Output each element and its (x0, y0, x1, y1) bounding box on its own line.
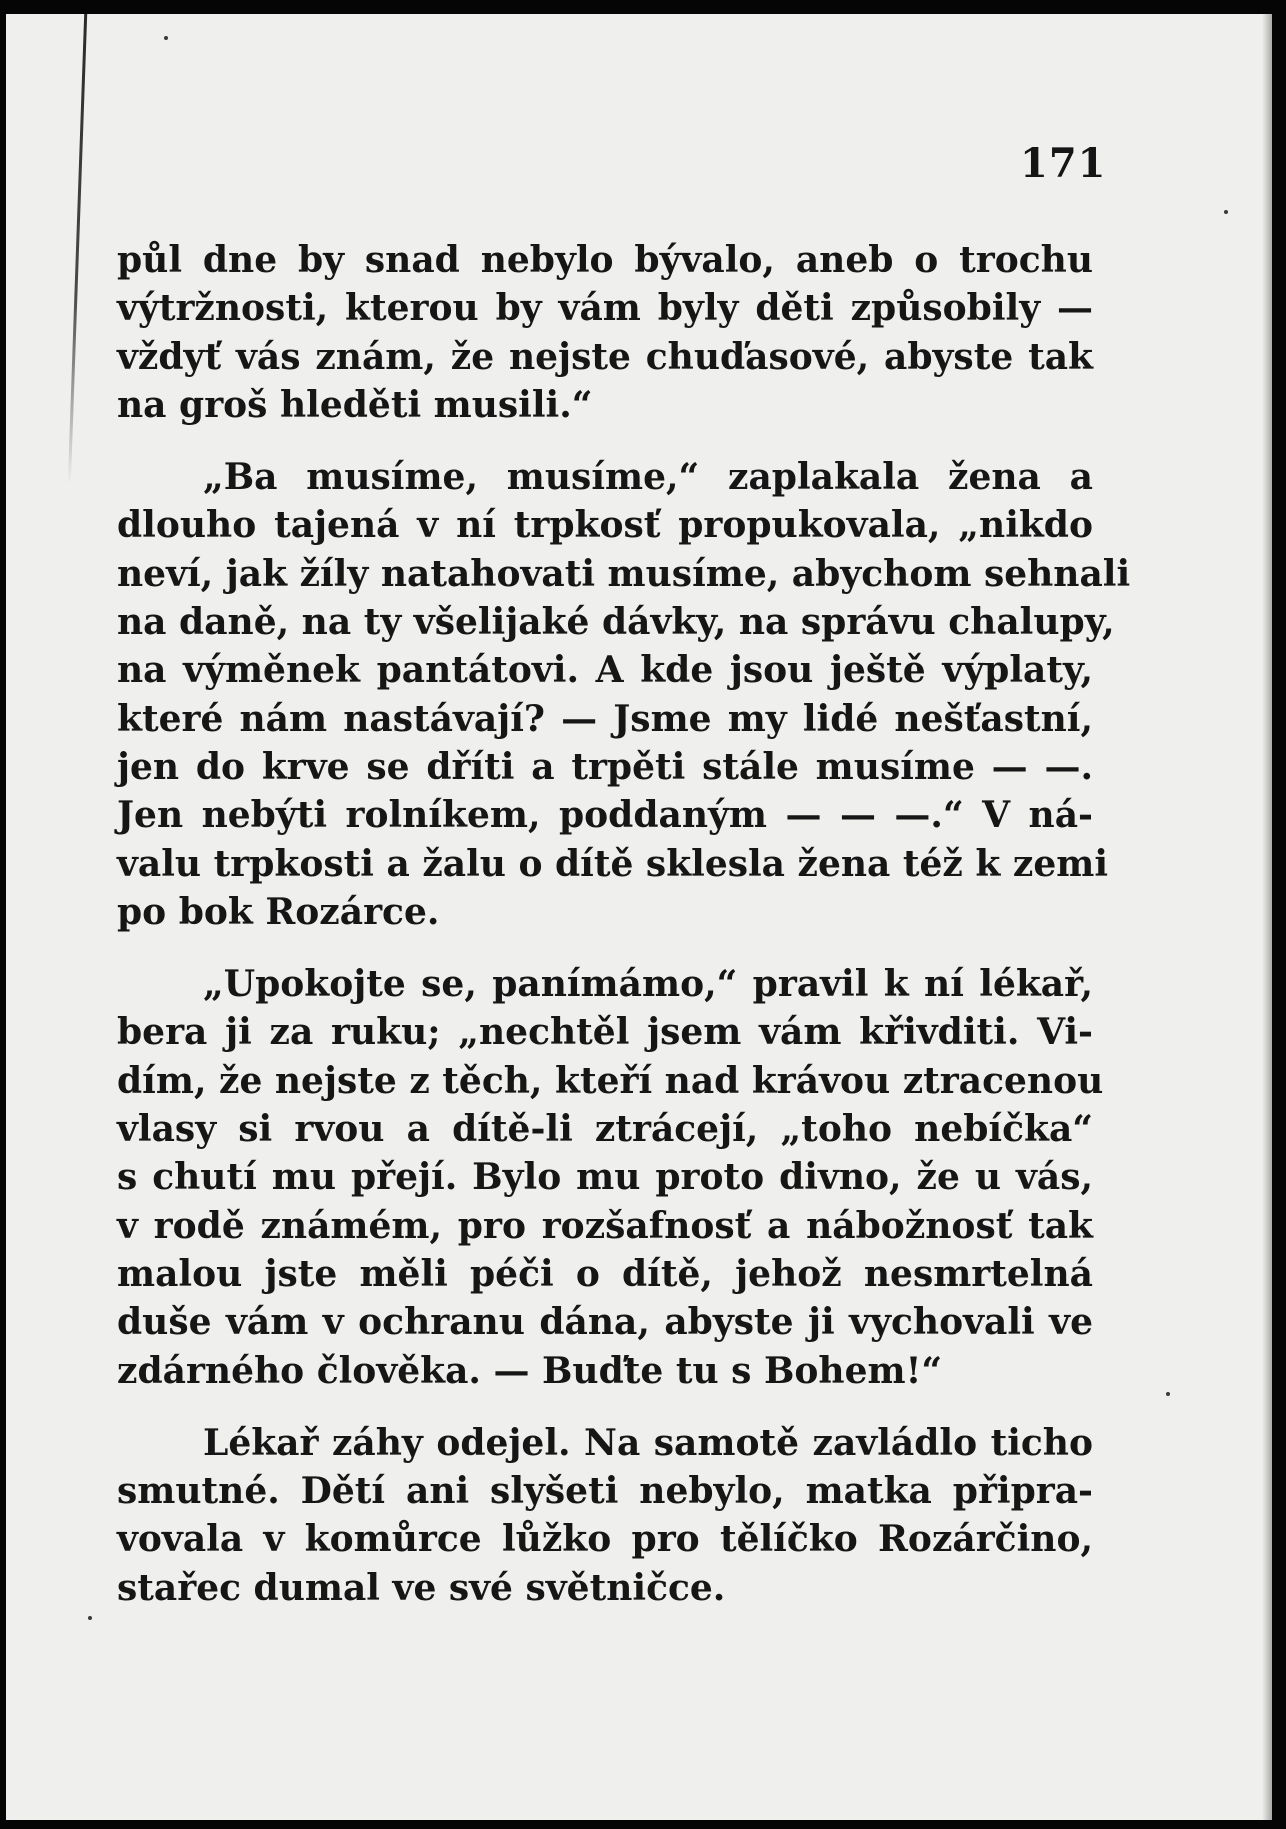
text-line: valu trpkosti a žalu o dítě sklesla žena též k zemi (117, 842, 1109, 885)
text-line: na výměnek pantátovi. A kde jsou ještě výplaty, (117, 649, 1093, 692)
text-line: malou jste měli péči o dítě, jehož nesmrtelná (117, 1252, 1093, 1295)
paragraph (117, 453, 1131, 936)
text-line: dím, že nejste z těch, kteří nad krávou ztracenou (117, 1059, 1104, 1102)
page-edge-shadow (1262, 14, 1272, 1820)
text-line: zdárného člověka. — Buďte tu s Bohem!“ (117, 1349, 943, 1392)
paragraph (117, 1419, 1093, 1612)
text-line: jen do krve se dříti a trpěti stále musíme — —. (117, 745, 1093, 788)
text-line: s chutí mu přejí. Bylo mu proto divno, že u vás, (117, 1156, 1093, 1199)
text-line: neví, jak žíly natahovati musíme, abychom sehnali (117, 552, 1131, 595)
text-line: půl dne by snad nebylo bývalo, aneb o trochu (117, 239, 1093, 281)
body-text (117, 236, 1131, 1612)
text-line: vždyť vás znám, že nejste chuďasové, abyste tak (117, 335, 1093, 378)
text-line: které nám nastávají? — Jsme my lidé nešťastní, (117, 697, 1093, 740)
page-number: 171 (1020, 140, 1107, 187)
text-line: „Upokojte se, panímámo,“ pravil k ní lékař, (203, 963, 1093, 1006)
text-line: „Ba musíme, musíme,“ zaplakala žena a (203, 456, 1093, 499)
print-speck (1224, 210, 1228, 214)
text-line: Jen nebýti rolníkem, poddaným — — —.“ V ná- (117, 794, 1093, 837)
page-fold-shadow (68, 14, 87, 484)
text-line: Lékař záhy odejel. Na samotě zavládlo ticho (203, 1421, 1093, 1464)
text-line: vlasy si rvou a dítě-li ztrácejí, „toho nebíčka“ (117, 1108, 1093, 1151)
paragraph (117, 236, 1093, 429)
paragraph (117, 960, 1104, 1395)
text-line: stařec dumal ve své světničce. (117, 1566, 726, 1609)
text-line: dlouho tajená v ní trpkosť propukovala, „nikdo (117, 504, 1093, 547)
text-line: výtržnosti, kterou by vám byly děti způsobily — (117, 287, 1093, 330)
text-line: bera ji za ruku; „nechtěl jsem vám křivditi. Vi- (117, 1011, 1093, 1054)
text-line: po bok Rozárce. (117, 890, 440, 933)
print-speck (1166, 1392, 1170, 1396)
text-line: smutné. Dětí ani slyšeti nebylo, matka připra- (117, 1470, 1093, 1513)
text-line: vovala v komůrce lůžko pro tělíčko Rozárčino, (117, 1518, 1093, 1561)
text-line: v rodě známém, pro rozšafnosť a nábožnosť tak (117, 1204, 1093, 1247)
text-line: duše vám v ochranu dána, abyste ji vychovali ve (117, 1301, 1093, 1344)
print-speck (88, 1616, 92, 1620)
text-line: na groš hleděti musili.“ (117, 383, 593, 426)
text-line: na daně, na ty všelijaké dávky, na správu chalupy, (117, 601, 1115, 644)
book-page (6, 14, 1272, 1820)
print-speck (164, 36, 168, 40)
